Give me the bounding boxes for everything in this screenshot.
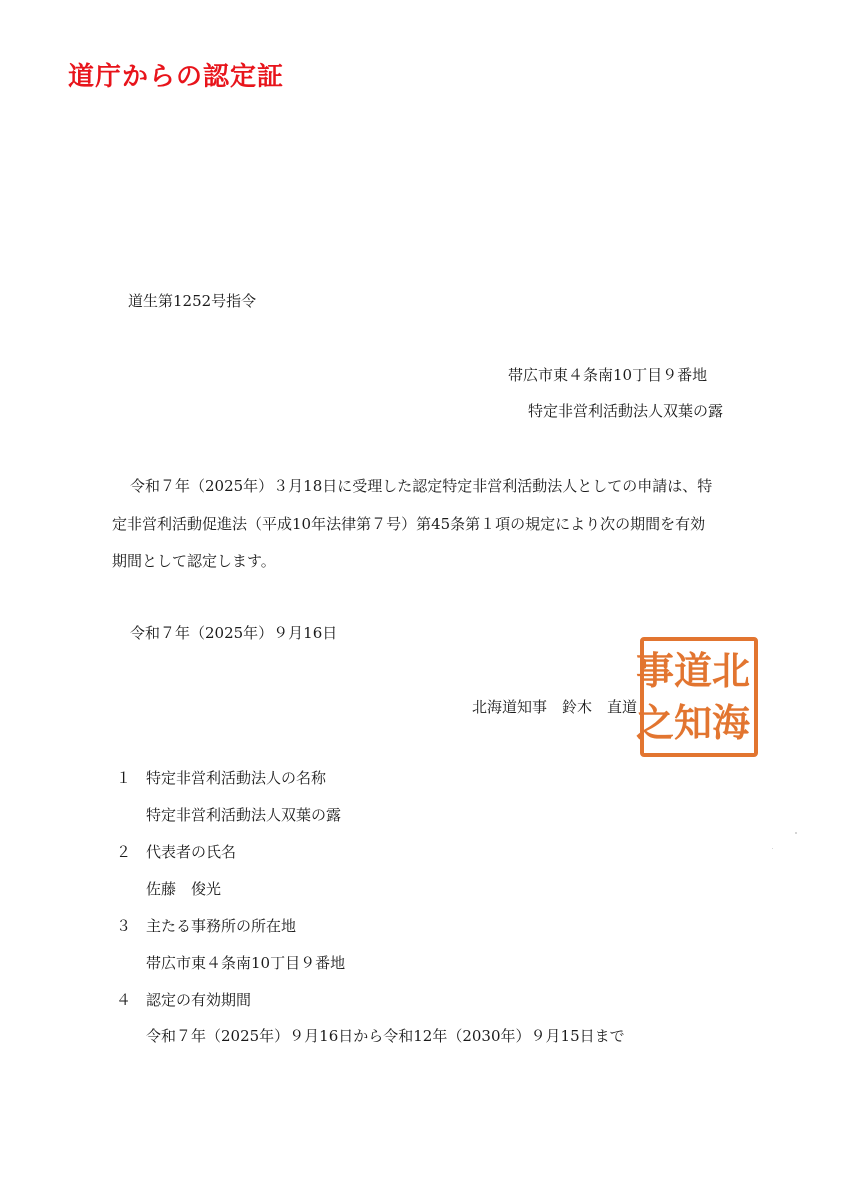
official-seal-stamp <box>635 637 758 757</box>
issuer-signature: 北海道知事 鈴木 直道 <box>472 698 638 716</box>
seal-character: 事 <box>635 648 674 693</box>
seal-character: 海 <box>711 700 750 745</box>
addressee-address: 帯広市東４条南10丁目９番地 <box>508 366 708 384</box>
scan-speck <box>772 848 773 849</box>
banner-title: 道庁からの認定証 <box>68 62 285 92</box>
addressee-name: 特定非営利活動法人双葉の露 <box>528 402 724 420</box>
issue-date: 令和７年（2025年）９月16日 <box>130 624 338 642</box>
seal-character: 北 <box>711 648 750 693</box>
scan-speck <box>795 832 797 834</box>
seal-character: 之 <box>635 700 674 745</box>
item-value: 帯広市東４条南10丁目９番地 <box>146 954 346 972</box>
item-value: 佐藤 俊光 <box>146 880 222 898</box>
item-heading: 特定非営利活動法人の名称 <box>146 769 327 787</box>
seal-character: 知 <box>673 700 712 745</box>
item-value: 令和７年（2025年）９月16日から令和12年（2030年）９月15日まで <box>146 1027 625 1045</box>
item-heading: 認定の有効期間 <box>146 991 252 1009</box>
item-heading: 代表者の氏名 <box>146 843 237 861</box>
item-number: １ <box>116 769 132 787</box>
body-text-line: 令和７年（2025年）３月18日に受理した認定特定非営利活動法人としての申請は、特 <box>130 477 713 495</box>
body-text-line: 期間として認定します。 <box>112 552 276 570</box>
item-heading: 主たる事務所の所在地 <box>146 917 297 935</box>
order-number: 道生第1252号指令 <box>128 292 257 310</box>
item-value: 特定非営利活動法人双葉の露 <box>146 806 342 824</box>
item-number: ３ <box>116 917 132 935</box>
seal-character: 道 <box>673 648 712 693</box>
item-number: ２ <box>116 843 132 861</box>
body-text-line: 定非営利活動促進法（平成10年法律第７号）第45条第１項の規定により次の期間を有効 <box>112 515 706 533</box>
item-number: ４ <box>116 991 132 1009</box>
